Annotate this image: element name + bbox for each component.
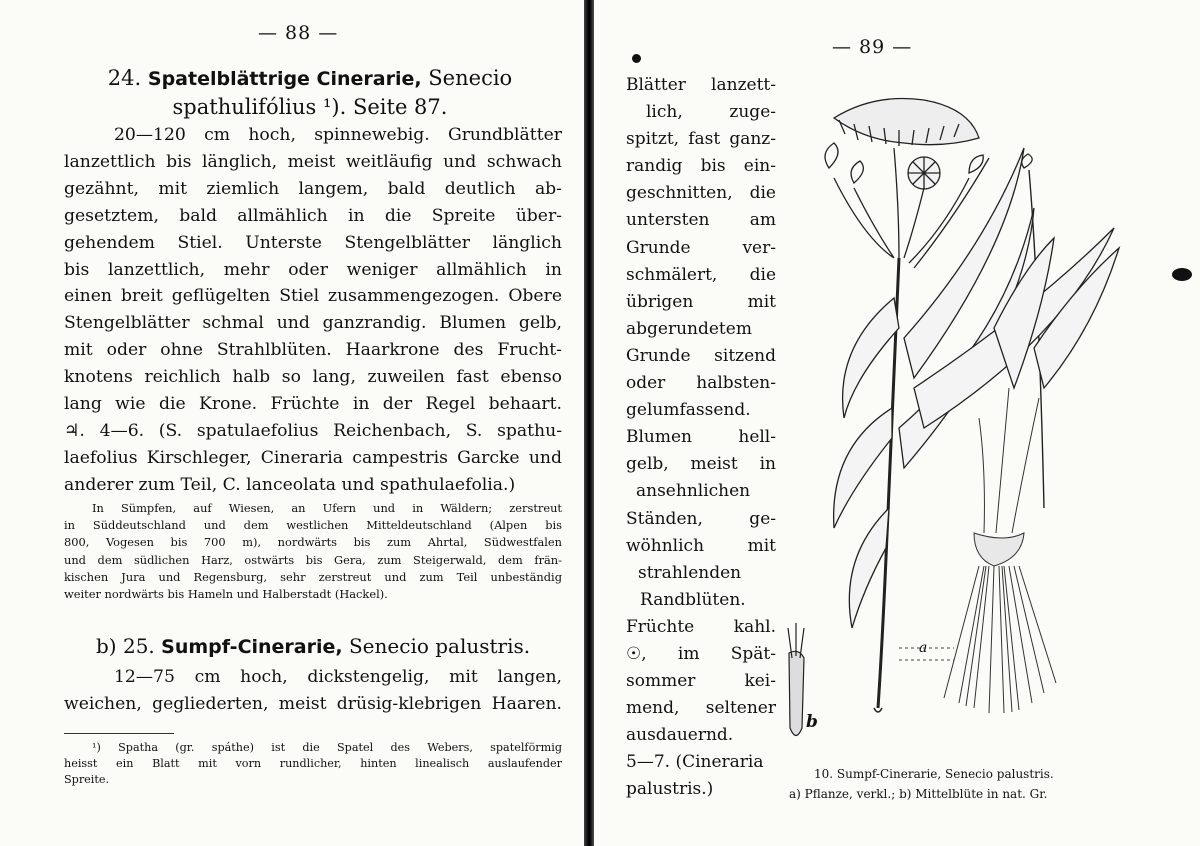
- column-line: ausdauernd.: [626, 725, 734, 746]
- heading-common-name: Spatelblättrige Cinerarie,: [147, 68, 422, 90]
- column-line: strahlenden: [638, 562, 742, 583]
- body-line: lanzettlich bis länglich, meist weitläufig und schwach: [64, 151, 562, 172]
- body-line: 20—120 cm hoch, spinnewebig. Grundblätter: [114, 125, 562, 145]
- heading2-latin: Senecio palustris.: [348, 634, 531, 658]
- figure-label-a: a: [919, 640, 928, 656]
- footnote-divider: [64, 733, 174, 734]
- body-line: bis lanzettlich, mehr oder weniger allmählich in: [64, 259, 562, 280]
- column-line: Randblüten.: [640, 589, 746, 610]
- column-line: gelumfassend.: [626, 400, 751, 421]
- left-page: [0, 0, 584, 846]
- leaves: [834, 148, 1119, 628]
- column-line: mend, seltener: [626, 698, 776, 719]
- column-line: ansehnlichen: [636, 481, 751, 502]
- book-gutter: [584, 0, 594, 846]
- column-line: Blätter lanzett-: [626, 75, 776, 95]
- habitat-line: 800, Vogesen bis 700 m), nordwärts bis zum Ahrtal, Südwestfalen: [64, 535, 562, 550]
- plant-illustration: [774, 88, 1154, 758]
- heading2-common-name: Sumpf-Cinerarie,: [161, 636, 343, 658]
- body-line: knotens reichlich halb so lang, zuweilen fast ebenso: [64, 367, 562, 388]
- body-line: mit oder ohne Strahlblüten. Haarkrone des Frucht-: [64, 340, 562, 361]
- species-heading-24: [60, 64, 560, 121]
- footnote-line: Spreite.: [64, 773, 110, 786]
- detail-floret-b: [788, 623, 804, 736]
- ink-speck: [632, 54, 641, 63]
- heading-latin-1: Senecio: [428, 66, 513, 90]
- body-line: laefolius Kirschleger, Cineraria campestris Garcke und: [64, 447, 562, 468]
- column-line: abgerundetem: [626, 318, 752, 339]
- heading-page-ref: Seite 87.: [352, 95, 448, 119]
- binding-hole-mark: [1172, 268, 1192, 281]
- body-line: gezähnt, mit ziemlich langem, bald deutlich ab-: [64, 178, 562, 199]
- habitat-note: [64, 500, 562, 603]
- column-line: Blumen hell-: [626, 427, 776, 448]
- column-line: sommer kei-: [626, 671, 776, 692]
- column-line: übrigen mit: [626, 291, 776, 312]
- body-line: lang wie die Krone. Früchte in der Regel behaart.: [64, 394, 562, 415]
- body-line: Stengelblätter schmal und ganzrandig. Blumen gelb,: [64, 313, 562, 334]
- column-line: oder halbsten-: [626, 373, 776, 394]
- body-line: einen breit geflügelten Stiel zusammengezogen. Obere: [64, 286, 562, 307]
- column-line: untersten am: [626, 210, 776, 231]
- column-line: wöhnlich mit: [626, 535, 776, 556]
- column-line: Früchte kahl.: [626, 616, 776, 637]
- body2-line: 12—75 cm hoch, dickstengelig, mit langen,: [114, 667, 562, 687]
- heading2-prefix: b) 25.: [96, 634, 155, 658]
- column-line: randig bis ein-: [626, 156, 776, 177]
- page-number-right: — 89 —: [832, 36, 913, 58]
- body2-line: weichen, gegliederten, meist drüsig-klebrigen Haaren.: [64, 693, 562, 714]
- column-line: Grunde sitzend: [626, 345, 776, 366]
- species-description-25: [64, 664, 562, 718]
- root-bundle: [944, 388, 1056, 713]
- body-line: gehendem Stiel. Unterste Stengelblätter länglich: [64, 232, 562, 253]
- column-line: ☉, im Spät-: [626, 643, 776, 664]
- column-line: palustris.): [626, 779, 714, 800]
- column-line: geschnitten, die: [626, 183, 776, 204]
- footnote-line: heisst ein Blatt mit vorn rundlicher, hinten linealisch auslaufender: [64, 757, 562, 770]
- column-line: spitzt, fast ganz-: [626, 129, 776, 150]
- figure-caption-1: 10. Sumpf-Cinerarie, Senecio palustris.: [814, 767, 1054, 781]
- body-line: ♃. 4—6. (S. spatulaefolius Reichenbach, S. spathu-: [64, 420, 562, 441]
- figure-label-b: b: [806, 712, 818, 732]
- figure-caption-2: a) Pflanze, verkl.; b) Mittelblüte in nat. Gr.: [789, 787, 1048, 801]
- page-number-left: — 88 —: [258, 22, 339, 44]
- heading-latin-2: spathulifólius ¹).: [172, 95, 347, 119]
- species-heading-25: [96, 634, 530, 658]
- column-line: lich, zuge-: [646, 102, 776, 123]
- column-line: gelb, meist in: [626, 454, 776, 475]
- habitat-line: und dem südlichen Harz, ostwärts bis Gera, zum Steigerwald, dem frän-: [64, 552, 562, 567]
- body-line: anderer zum Teil, C. lanceolata und spathulaefolia.): [64, 474, 516, 495]
- species-description: [64, 122, 562, 499]
- habitat-line: In Sümpfen, auf Wiesen, an Ufern und in Wäldern; zerstreut: [92, 501, 562, 515]
- footnote: [64, 740, 562, 788]
- habitat-line: in Süddeutschland und dem westlichen Mitteldeutschland (Alpen bis: [64, 518, 562, 533]
- habitat-line: weiter nordwärts bis Hameln und Halberstadt (Hackel).: [64, 587, 388, 602]
- column-line: schmälert, die: [626, 264, 776, 285]
- footnote-line: ¹) Spatha (gr. spáthe) ist die Spatel des Webers, spatelförmig: [92, 741, 562, 754]
- side-column-text: [626, 72, 776, 804]
- column-line: Grunde ver-: [626, 237, 776, 258]
- column-line: Ständen, ge-: [626, 508, 776, 529]
- heading-number: 24.: [107, 66, 142, 90]
- body-line: gesetztem, bald allmählich in die Spreite über-: [64, 205, 562, 226]
- column-line: 5—7. (Cineraria: [626, 752, 764, 773]
- habitat-line: kischen Jura und Regensburg, sehr zerstreut und zum Teil unbeständig: [64, 569, 562, 584]
